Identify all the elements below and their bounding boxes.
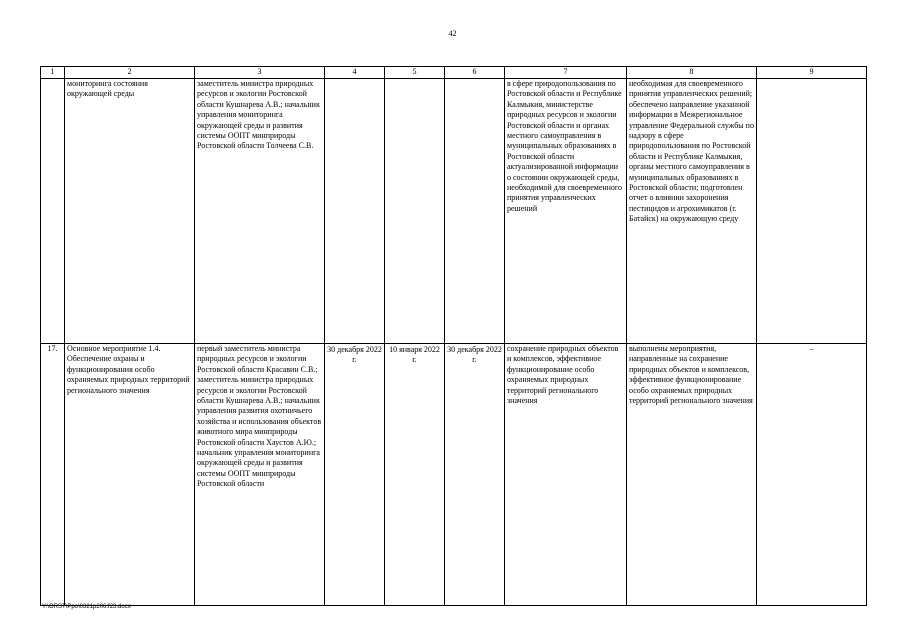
col-header-7: 7: [505, 67, 627, 79]
row-number: [41, 79, 65, 344]
col-header-2: 2: [65, 67, 195, 79]
table-row: [41, 344, 867, 606]
actual-result: выполнены мероприятия, направленные на сохранение природных объектов и комплексов, эффективное функционирование особо охраняемых природных территорий регионального значения: [627, 344, 757, 606]
page-number: 42: [448, 29, 457, 38]
col-header-3: 3: [195, 67, 325, 79]
col-header-8: 8: [627, 67, 757, 79]
event-name: мониторинга состояния окружающей среды: [65, 79, 195, 344]
executor: заместитель министра природных ресурсов и экологии Ростовской области Кушнарева А.В.; начальник управления мониторинга окружающей среды и развития системы ООПТ минприроды Ростовской области Толчеева С.В.: [195, 79, 325, 344]
col-header-1: 1: [41, 67, 65, 79]
col-header-6: 6: [445, 67, 505, 79]
plan-end-date: 30 декабря 2022 г.: [445, 344, 505, 606]
plan-end-date: [445, 79, 505, 344]
column-number-row: [41, 67, 867, 79]
report-table: [40, 66, 867, 606]
planned-result: сохранение природных объектов и комплексов, эффективное функционирование особо охраняемых природных территорий регионального значения: [505, 344, 627, 606]
col-header-5: 5: [385, 67, 445, 79]
planned-result: в сфере природопользования по Ростовской области и Республике Калмыкия, министерстве природных ресурсов и экологии Ростовской области и органах местного самоуправления в муниципальных образованиях в Ростовской области актуализированной информации о состоянии окружающей среды, необходимой для своевременного принятия управленческих решений: [505, 79, 627, 344]
col-header-4: 4: [325, 67, 385, 79]
reasons: –: [757, 344, 867, 606]
plan-start-date: [325, 79, 385, 344]
reasons: [757, 79, 867, 344]
actual-result: необходимая для своевременного принятия управленческих решений; обеспечено направление указанной информации в Межрегиональное управление Федеральной службы по надзору в сфере природопользования по Ростовской области и Республике Калмыкия, органы местного самоуправления в муниципальных образованиях в Ростовской области; подготовлен отчет о влиянии захоронения пестицидов и агрохимикатов (г. Батайск) на окружающую среду: [627, 79, 757, 344]
table-row: [41, 79, 867, 344]
col-header-9: 9: [757, 67, 867, 79]
event-name: Основное мероприятие 1.4. Обеспечение охраны и функционирования особо охраняемых природных территорий регионального значения: [65, 344, 195, 606]
fact-start-date: [385, 79, 445, 344]
row-number: 17.: [41, 344, 65, 606]
file-path-footer: Y:\ORST\Ppo\0321p206.f23.docx: [42, 604, 131, 610]
plan-start-date: 30 декабря 2022 г.: [325, 344, 385, 606]
fact-start-date: 10 января 2022 г.: [385, 344, 445, 606]
executor: первый заместитель министра природных ресурсов и экологии Ростовской области Красавин С.В.; заместитель министра природных ресурсов и экологии Ростовской области Кушнарева А.В.; начальник управления развития охотничьего хозяйства и использования объектов животного мира минприроды Ростовской области Хаустов А.Ю.; начальник управления мониторинга окружающей среды и развития системы ООПТ минприроды Ростовской области: [195, 344, 325, 606]
